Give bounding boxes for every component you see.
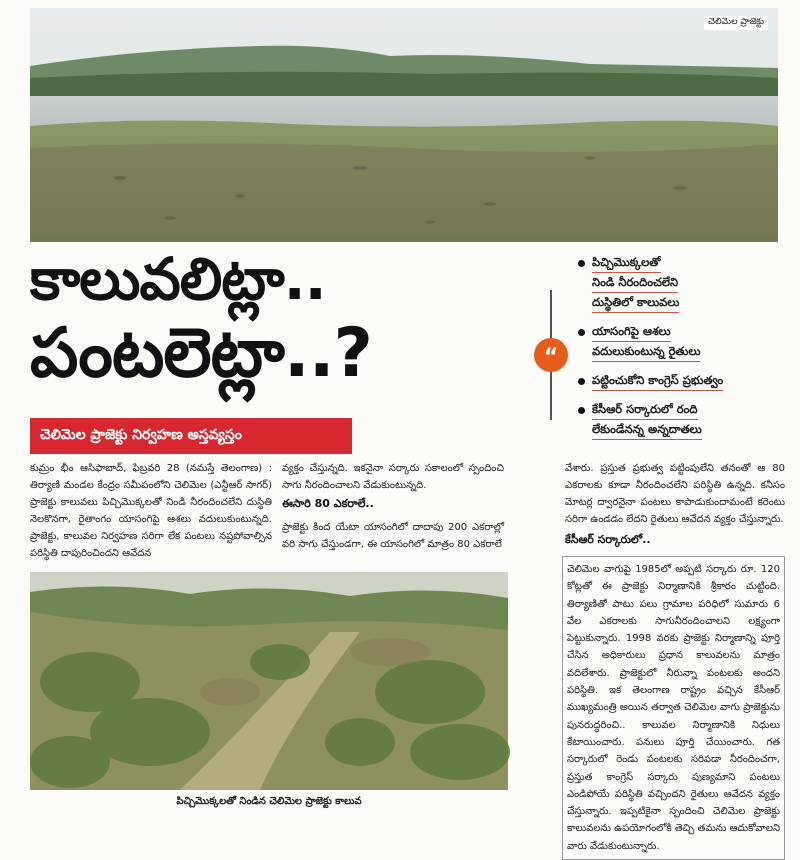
kicker-banner: చెలిమెల ప్రాజెక్టు నిర్వహణ అస్తవ్యస్తం: [30, 418, 352, 454]
subheading-80-acres: ఈసారి 80 ఎకరాలే..: [282, 497, 374, 510]
highlight-line: వదులుకుంటున్న రైతులు: [592, 343, 700, 362]
highlight-item: [578, 254, 788, 313]
highlight-line: యాసంగిపై ఆశలు: [592, 323, 671, 342]
headline-line-1: కాలువలిట్లా..: [30, 245, 326, 313]
highlight-item: [578, 323, 788, 362]
headline-line-2: పంటలెట్లా..?: [30, 314, 372, 393]
highlight-line: కేసీఆర్ సర్కారులో రంది: [592, 401, 698, 420]
quote-mark-icon: “: [534, 338, 568, 372]
article-box: చెలిమెల వాగుపై 1985లో అప్పటి సర్కారు రూ. 120 కోట్లతో ఈ ప్రాజెక్టు నిర్మాణానికి శ్రీకారం చుట్టింది. తిర్యాణితో పాటు పలు గ్రామాల పరిధిలో సుమారు 6 వేల ఎకరాలకు సాగునీరందించాలని లక్ష్యంగా పెట్టుకున్నారు. 1998 వరకు ప్రాజెక్టు నిర్మాణాన్ని పూర్తి చేసిన అధికారులు ప్రధాన కాలువలను మాత్రం వదిలేశారు. ప్రాజెక్టులో నీరున్నా పంటలకు అందని పరిస్థితి. ఇక తెలంగాణ రాష్ట్రం వచ్చిన కేసీఆర్ ముఖ్యమంత్రి అయిన తర్వాత చెలిమెల వాగు ప్రాజెక్టును పునరుద్ధరించి.. కాలువల నిర్మాణానికి నిధులు కేటాయించారు. పనులు పూర్తి చేయించారు. గత సర్కారులో రెండు పంటలకు సరిపడా నీరందించగా, ప్రస్తుత కాంగ్రెస్ సర్కారు పుణ్యమాని పంటలు ఎండిపోయే పరిస్థితి వచ్చిందని రైతులు ఆవేదన వ్యక్తం చేస్తున్నారు. ఇప్పటికైనా స్పందించి చెలిమెల ప్రాజెక్టు కాలువలను ఉపయోగంలోకి తెచ్చి తమను ఆదుకోవాలని వారు వేడుకుంటున్నారు.: [562, 556, 785, 860]
article-column-3: వేశారు. ప్రస్తుత ప్రభుత్వ పట్టింపులేని తనంతో ఆ 80 ఎకరాలకు కూడా నీరందించలేని పరిస్థితి ఉన్నది. కనీసం మోటర్ల ద్వారనైనా పంటలు కాపాడుకుందామంటే కరెంటు సరిగా ఉండడం లేదని రైతులు ఆవేదన వ్యక్తం చేస్తున్నారు.: [565, 463, 785, 525]
headline: [30, 245, 542, 393]
article-column-2b: ప్రాజెక్టు కింద యేటా యాసంగిలో దాదాపు 200 ఎకరాల్లో వరి సాగు చేస్తుండగా, ఈ యాసంగిలో మాత్రం 80 ఎకరాలే: [282, 522, 504, 550]
article-column-2: వ్యక్తం చేస్తున్నది. ఇకనైనా సర్కారు సకాలంలో స్పందించి సాగు నీరందించాలని వేడుకుంటున్నది.: [282, 463, 504, 491]
canal-photo: [30, 572, 508, 790]
highlights-list: [578, 254, 788, 450]
highlight-line: పట్టించుకోని కాంగ్రెస్ ప్రభుత్వం: [592, 372, 723, 391]
subheading-kcr-govt: కేసీఆర్ సర్కారులో..: [565, 533, 651, 546]
reservoir-photo: [30, 8, 778, 242]
article-column-1: కుమ్రం భీం ఆసిఫాబాద్, ఫిబ్రవరి 28 (నమస్తే తెలంగాణ) : తిర్యాణి మండల కేంద్రం సమీపంలోని చెలిమెల (ఎన్టీఆర్ సాగర్) ప్రాజెక్టు కాలువలు పిచ్చిమొక్కలతో నిండి నీరందించలేని దుస్థితి నెలకొనగా, రైతాంగం యాసంగిపై ఆశలు వదులుకుంటున్నది. ప్రాజెక్టు, కాలువల నిర్వహణ సరిగా లేక పంటలు నష్టపోవాల్సిన పరిస్థితి దాపురించిందని ఆవేదన: [30, 463, 272, 559]
highlight-line: పిచ్చిమొక్కలతో: [592, 254, 661, 273]
highlight-line: దుస్థితిలో కాలువలు: [592, 294, 679, 313]
photo-caption: చెలిమెల ప్రాజెక్టు: [704, 16, 768, 30]
photo-caption-bottom: పిచ్చిమొక్కలతో నిండిన చెలిమెల ప్రాజెక్టు కాలువ: [176, 796, 362, 807]
highlight-item: [578, 372, 788, 391]
highlight-item: [578, 401, 788, 440]
highlight-line: లేకుండేనన్న అన్నదాతలు: [592, 421, 702, 440]
highlight-line: నిండి నీరందించలేని: [592, 274, 678, 293]
